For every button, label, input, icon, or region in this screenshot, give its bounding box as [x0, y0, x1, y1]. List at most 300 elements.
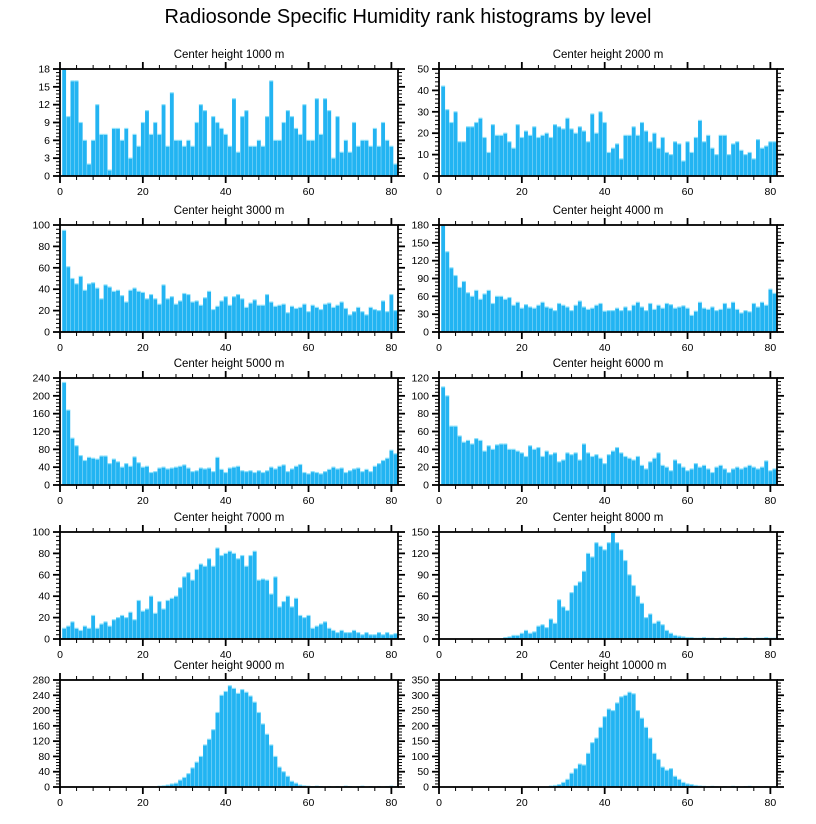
bar	[224, 473, 228, 485]
bar	[528, 307, 532, 332]
bar	[311, 628, 315, 639]
bar	[702, 465, 706, 485]
bar	[565, 610, 569, 639]
bar	[79, 630, 83, 639]
bar	[657, 621, 661, 639]
bar	[652, 309, 656, 332]
bars	[503, 532, 776, 639]
x-tick-label: 40	[598, 649, 611, 661]
bar	[294, 308, 298, 332]
bar	[75, 284, 79, 332]
bar	[278, 140, 282, 176]
bar	[553, 623, 557, 639]
bar	[623, 456, 627, 485]
bar	[764, 461, 768, 485]
bar	[178, 588, 182, 639]
x-tick-label: 60	[681, 186, 694, 198]
bars	[441, 387, 776, 485]
y-tick-label: 120	[32, 426, 50, 438]
bar	[582, 444, 586, 485]
bar	[516, 451, 520, 485]
bar	[365, 633, 369, 639]
y-tick-label: 0	[423, 781, 429, 794]
bar	[677, 464, 681, 485]
bar	[648, 303, 652, 332]
bars	[62, 382, 397, 485]
bar	[454, 112, 458, 176]
bar	[162, 467, 166, 485]
bar	[607, 311, 611, 332]
bar	[220, 469, 224, 485]
bar	[211, 310, 215, 332]
x-tick-label: 0	[436, 649, 442, 661]
y-tick-label: 40	[38, 283, 50, 296]
bar	[257, 580, 261, 639]
bar	[182, 577, 186, 639]
bar	[495, 296, 499, 332]
bar	[706, 135, 710, 176]
bar	[373, 466, 377, 485]
bar	[112, 620, 116, 639]
bar	[294, 466, 298, 485]
bar	[466, 293, 470, 332]
bar	[574, 586, 578, 640]
bar	[652, 458, 656, 485]
bar	[195, 762, 199, 787]
bar	[536, 448, 540, 485]
bar	[71, 622, 75, 639]
bar	[240, 556, 244, 639]
bar	[215, 712, 219, 787]
bar	[586, 453, 590, 485]
bar	[182, 146, 186, 176]
bar	[503, 133, 507, 176]
bar	[541, 456, 545, 485]
bar	[116, 128, 120, 176]
bar	[445, 110, 449, 176]
subplot-title: Center height 6000 m	[552, 358, 664, 370]
bar	[756, 307, 760, 332]
bar	[748, 312, 752, 332]
bar	[594, 133, 598, 176]
y-tick-label: 30	[417, 308, 429, 321]
bar	[640, 603, 644, 639]
bar	[186, 774, 190, 787]
bar	[657, 453, 661, 485]
bar	[661, 465, 665, 485]
bar	[128, 466, 132, 485]
bar	[644, 618, 648, 639]
bar	[553, 453, 557, 485]
bar	[681, 161, 685, 176]
y-tick-label: 0	[44, 781, 50, 794]
bar	[265, 117, 269, 176]
bar	[570, 773, 574, 787]
bar	[162, 285, 166, 332]
y-tick-label: 160	[32, 720, 50, 733]
y-tick-label: 20	[417, 127, 429, 140]
bar	[615, 308, 619, 332]
bar	[665, 770, 669, 787]
bar	[265, 734, 269, 787]
y-tick-label: 350	[411, 674, 429, 687]
bar	[607, 455, 611, 485]
bar	[170, 297, 174, 332]
bar	[532, 308, 536, 332]
bar	[369, 307, 373, 332]
bar	[636, 456, 640, 485]
bar	[137, 600, 141, 639]
bar	[236, 559, 240, 639]
bar	[186, 468, 190, 485]
bar	[278, 607, 282, 639]
y-tick-label: 160	[32, 408, 50, 421]
bar	[752, 159, 756, 176]
bar	[669, 769, 673, 787]
bar	[66, 117, 70, 176]
bar	[636, 596, 640, 639]
bar	[715, 467, 719, 485]
bar	[450, 123, 454, 177]
bar	[661, 767, 665, 787]
bar	[120, 296, 124, 332]
bar	[495, 135, 499, 176]
bar	[756, 140, 760, 176]
bar	[603, 717, 607, 787]
bar	[623, 695, 627, 787]
bar	[162, 105, 166, 176]
bar	[79, 456, 83, 485]
bar	[199, 305, 203, 332]
bar	[458, 287, 462, 332]
x-tick-label: 0	[436, 495, 442, 507]
bar	[536, 305, 540, 332]
bar	[174, 304, 178, 332]
bar	[487, 290, 491, 332]
x-tick-label: 80	[764, 495, 777, 507]
bar	[561, 607, 565, 639]
bar	[694, 311, 698, 332]
bar	[611, 451, 615, 485]
bar	[203, 469, 207, 485]
bar	[273, 306, 277, 332]
bar	[294, 128, 298, 176]
x-tick-label: 60	[302, 495, 315, 507]
bar	[640, 465, 644, 485]
bars	[157, 686, 397, 787]
bar	[657, 148, 661, 176]
bar	[731, 302, 735, 332]
bar	[182, 293, 186, 332]
bar	[458, 436, 462, 485]
y-tick-label: 80	[417, 408, 429, 421]
x-tick-label: 80	[385, 186, 398, 198]
bar	[545, 451, 549, 485]
bar	[224, 134, 228, 176]
bar	[286, 313, 290, 332]
y-tick-label: 0	[423, 170, 429, 183]
bar	[195, 471, 199, 485]
bar	[607, 543, 611, 639]
y-tick-label: 60	[417, 590, 429, 603]
bar	[199, 468, 203, 485]
bar	[719, 465, 723, 485]
bar	[706, 309, 710, 332]
bar	[253, 702, 257, 787]
bar	[108, 287, 112, 332]
x-tick-label: 60	[681, 495, 694, 507]
bar	[240, 471, 244, 485]
bars	[62, 69, 397, 176]
x-tick-label: 40	[598, 186, 611, 198]
bar	[348, 152, 352, 176]
bar	[532, 127, 536, 176]
bar	[356, 307, 360, 332]
bar	[520, 453, 524, 485]
bar	[462, 142, 466, 176]
subplot-title: Center height 5000 m	[173, 358, 285, 370]
y-tick-label: 20	[38, 612, 50, 625]
bar	[690, 315, 694, 332]
y-tick-label: 20	[417, 461, 429, 474]
bar	[503, 444, 507, 485]
bar	[228, 686, 232, 787]
bar	[578, 460, 582, 485]
bar	[282, 772, 286, 787]
bar	[340, 468, 344, 485]
bar	[100, 624, 104, 639]
bar	[211, 566, 215, 639]
x-tick-label: 80	[385, 342, 398, 354]
bar	[512, 449, 516, 485]
bar	[282, 304, 286, 332]
bar	[360, 140, 364, 176]
bar	[599, 727, 603, 787]
bar	[319, 310, 323, 332]
bar	[744, 155, 748, 176]
bar	[619, 550, 623, 639]
bar	[100, 299, 104, 332]
bars	[62, 230, 397, 332]
bar	[578, 582, 582, 639]
bar	[619, 697, 623, 787]
bar	[265, 471, 269, 485]
bars	[62, 548, 397, 639]
bar	[648, 614, 652, 639]
bar	[644, 311, 648, 332]
bar	[503, 299, 507, 332]
bar	[570, 129, 574, 176]
y-tick-label: 40	[417, 443, 429, 456]
bar	[669, 155, 673, 176]
y-tick-label: 90	[417, 569, 429, 582]
bar	[499, 296, 503, 332]
bar	[541, 135, 545, 176]
bar	[744, 311, 748, 332]
y-tick-label: 100	[411, 750, 429, 763]
bar	[648, 142, 652, 176]
bar	[686, 308, 690, 332]
bar	[298, 464, 302, 485]
y-tick-label: 90	[417, 273, 429, 285]
bar	[302, 105, 306, 176]
bar	[344, 308, 348, 332]
bar	[298, 307, 302, 332]
bar	[528, 135, 532, 176]
y-tick-label: 40	[38, 461, 50, 474]
bar	[677, 307, 681, 332]
bar	[166, 600, 170, 639]
bar	[75, 81, 79, 176]
bar	[95, 288, 99, 332]
bar	[553, 125, 557, 176]
bar	[470, 296, 474, 332]
x-tick-label: 0	[57, 342, 63, 354]
subplot-title: Center height 1000 m	[173, 49, 285, 61]
x-tick-label: 40	[219, 342, 232, 354]
bar	[599, 303, 603, 332]
bar	[273, 140, 277, 176]
bar	[302, 618, 306, 639]
bar	[236, 152, 240, 176]
y-tick-label: 30	[417, 612, 429, 625]
bar	[124, 302, 128, 332]
bar	[211, 472, 215, 485]
bar	[536, 626, 540, 639]
bar	[178, 301, 182, 332]
bar	[236, 295, 240, 332]
bar	[186, 295, 190, 332]
bar	[603, 311, 607, 332]
bar	[336, 469, 340, 485]
bar	[524, 630, 528, 639]
y-tick-label: 0	[44, 326, 50, 339]
x-tick-label: 60	[681, 342, 694, 354]
bar	[348, 315, 352, 332]
y-tick-label: 150	[411, 526, 429, 539]
x-tick-label: 20	[136, 495, 149, 507]
bar	[578, 127, 582, 176]
bar	[112, 128, 116, 176]
bar	[702, 142, 706, 176]
bar	[507, 142, 511, 176]
bar	[373, 310, 377, 332]
bar	[582, 307, 586, 332]
bar	[441, 387, 445, 485]
bar	[727, 308, 731, 332]
bar	[739, 469, 743, 485]
histogram-plot	[381, 199, 793, 356]
x-tick-label: 60	[302, 649, 315, 661]
bar	[133, 457, 137, 485]
bar	[615, 448, 619, 485]
bar	[565, 118, 569, 176]
bar	[760, 302, 764, 332]
x-tick-label: 20	[515, 342, 528, 354]
bar	[657, 305, 661, 332]
subplot-title: Center height 3000 m	[173, 205, 285, 217]
bar	[462, 442, 466, 485]
bar	[495, 445, 499, 485]
bar	[619, 159, 623, 176]
bar	[199, 105, 203, 176]
x-tick-label: 80	[385, 495, 398, 507]
bar	[365, 140, 369, 176]
bar	[764, 146, 768, 176]
y-tick-label: 40	[38, 590, 50, 603]
bar	[178, 466, 182, 485]
bar	[512, 305, 516, 332]
y-tick-label: 150	[411, 735, 429, 748]
bar	[311, 472, 315, 485]
bar	[71, 279, 75, 333]
bar	[648, 462, 652, 485]
bar	[104, 134, 108, 176]
bar	[344, 473, 348, 485]
bar	[273, 756, 277, 787]
x-tick-label: 80	[764, 186, 777, 198]
x-tick-label: 20	[136, 649, 149, 661]
bar	[195, 569, 199, 639]
bar	[561, 305, 565, 332]
bar	[66, 626, 70, 639]
bar	[352, 312, 356, 332]
y-tick-label: 80	[38, 750, 50, 763]
bar	[257, 471, 261, 485]
bar	[182, 777, 186, 787]
bar	[532, 449, 536, 485]
bar	[191, 146, 195, 176]
bar	[153, 123, 157, 177]
y-tick-label: 100	[411, 390, 429, 403]
bar	[348, 633, 352, 639]
subplot-title: Center height 7000 m	[173, 512, 285, 524]
histogram-plot	[2, 654, 414, 811]
bar	[95, 628, 99, 639]
bar	[311, 140, 315, 176]
bar	[454, 426, 458, 485]
bar	[120, 140, 124, 176]
bar	[327, 111, 331, 176]
bar	[319, 134, 323, 176]
bar	[215, 306, 219, 332]
bar	[760, 148, 764, 176]
bar	[611, 532, 615, 639]
bar	[615, 703, 619, 787]
x-tick-label: 20	[136, 342, 149, 354]
bar	[166, 469, 170, 485]
bar	[773, 293, 777, 332]
bar	[315, 307, 319, 332]
bar	[100, 456, 104, 485]
bar	[441, 225, 445, 332]
bar	[450, 268, 454, 332]
bar	[445, 252, 449, 332]
bar	[249, 303, 253, 332]
bar	[124, 128, 128, 176]
x-tick-label: 80	[385, 797, 398, 809]
bar	[661, 625, 665, 639]
bar	[331, 158, 335, 176]
bar	[307, 474, 311, 485]
bar	[228, 551, 232, 639]
bar	[524, 456, 528, 485]
x-tick-label: 40	[598, 797, 611, 809]
bar	[240, 117, 244, 176]
bar	[278, 767, 282, 787]
bar	[133, 620, 137, 639]
bar	[673, 776, 677, 787]
